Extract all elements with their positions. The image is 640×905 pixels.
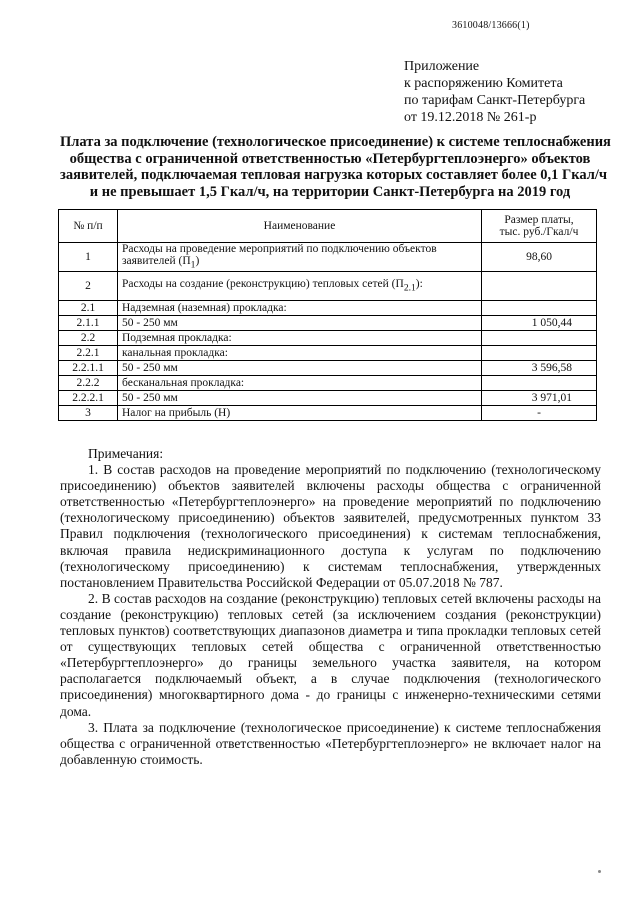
row-name-text: Расходы на проведение мероприятий по подключению объектов заявителей (П [122, 243, 437, 268]
row-value: 1 050,44 [482, 316, 597, 331]
appendix-block [404, 58, 585, 126]
row-num: 2.2.1.1 [59, 361, 118, 376]
row-value: - [482, 406, 597, 421]
header-value-line: Размер платы, [504, 214, 574, 226]
row-num: 2.1 [59, 301, 118, 316]
row-value [482, 331, 597, 346]
table-row [59, 406, 597, 421]
title-line: заявителей, подключаемая тепловая нагрузка которых составляет более 0,1 Гкал/ч [60, 167, 608, 183]
table-row [59, 272, 597, 301]
table-header-row [59, 210, 597, 243]
row-num: 2.2 [59, 331, 118, 346]
row-num: 2.2.2.1 [59, 391, 118, 406]
row-name-tail: ): [415, 278, 423, 291]
table-row [59, 316, 597, 331]
row-value [482, 346, 597, 361]
title-line: общества с ограниченной ответственностью «Петербургтеплоэнерго» объектов [69, 150, 591, 167]
row-name-subscript: 2.1 [403, 282, 416, 294]
row-name-text: Расходы на создание (реконструкцию) тепловых сетей (П [122, 278, 404, 291]
row-name [118, 272, 482, 301]
row-value: 3 971,01 [482, 391, 597, 406]
title-line: и не превышает 1,5 Гкал/ч, на территории Санкт-Петербурга на 2019 год [89, 183, 571, 200]
row-name: Подземная прокладка: [118, 331, 482, 346]
row-name-subscript: 1 [190, 259, 196, 271]
document-title [60, 134, 611, 200]
row-name: 50 - 250 мм [118, 361, 482, 376]
note-item: 3. Плата за подключение (технологическое присоединение) к системе теплоснабжения общества с ограниченной ответственностью «Петербургтеплоэнерго» не включает налог на добавленную стоимость. [60, 719, 601, 767]
row-name-tail: ) [195, 255, 200, 268]
note-item: 2. В состав расходов на создание (реконструкцию) тепловых сетей включены расходы на создание (реконструкцию) тепловых сетей (за исключением создания (реконструкции) тепловых пунктов) соответствующих диапазонов диаметра и типа прокладки тепловых сетей от существующих тепловых сетей общества с ограниченной ответственностью «Петербургтеплоэнерго» до границы земельного участка заявителя, на котором располагается подключаемый объект, а в случае подключения (технологического присоединения) многоквартирного дома - до границы с инженерно-техническими сетями дома. [60, 590, 601, 719]
page-dot-mark [598, 870, 601, 873]
notes-section [60, 446, 601, 768]
row-value [482, 272, 597, 301]
row-num: 2.1.1 [59, 316, 118, 331]
document-id: 3610048/13666(1) [452, 20, 530, 31]
notes-header: Примечания: [88, 446, 164, 461]
table-row [59, 391, 597, 406]
row-num: 2.2.1 [59, 346, 118, 361]
header-value-line: тыс. руб./Гкал/ч [499, 226, 579, 238]
row-name: бесканальная прокладка: [118, 376, 482, 391]
appendix-line: Приложение [404, 59, 480, 74]
row-num: 3 [59, 406, 118, 421]
row-name: 50 - 250 мм [118, 391, 482, 406]
table-row [59, 243, 597, 272]
table-row [59, 346, 597, 361]
row-name: Надземная (наземная) прокладка: [118, 301, 482, 316]
fee-table [58, 209, 597, 421]
table-row [59, 331, 597, 346]
note-item: 1. В состав расходов на проведение мероприятий по подключению (технологическому присоединению) объектов заявителей включены расходы общества с ограниченной ответственностью «Петербургтеплоэнерго» на проведение мероприятий по подключению (технологическому присоединению) объектов заявителей, предусмотренных пунктом 33 Правил подключения (технологического присоединения) к системам теплоснабжения, включая правила недискриминационного доступа к услугам по подключению (технологическому присоединению) к системам теплоснабжения, утвержденных постановлением Правительства Российской Федерации от 05.07.2018 № 787. [60, 462, 601, 590]
row-name: Налог на прибыль (Н) [118, 406, 482, 421]
row-value: 98,60 [482, 243, 597, 272]
row-value [482, 376, 597, 391]
appendix-line: по тарифам Санкт-Петербурга [404, 93, 586, 108]
row-num: 1 [59, 243, 118, 272]
table-row [59, 376, 597, 391]
row-value: 3 596,58 [482, 361, 597, 376]
row-name: канальная прокладка: [118, 346, 482, 361]
appendix-line: к распоряжению Комитета [404, 76, 563, 91]
row-num: 2.2.2 [59, 376, 118, 391]
header-num: № п/п [59, 210, 118, 243]
row-name [118, 243, 482, 272]
header-value [482, 210, 597, 243]
table-row [59, 361, 597, 376]
table-row [59, 301, 597, 316]
appendix-line: от 19.12.2018 № 261-р [404, 110, 537, 125]
title-line: Плата за подключение (технологическое присоединение) к системе теплоснабжения [60, 134, 611, 150]
row-name: 50 - 250 мм [118, 316, 482, 331]
row-num: 2 [59, 272, 118, 301]
row-value [482, 301, 597, 316]
header-name: Наименование [118, 210, 482, 243]
